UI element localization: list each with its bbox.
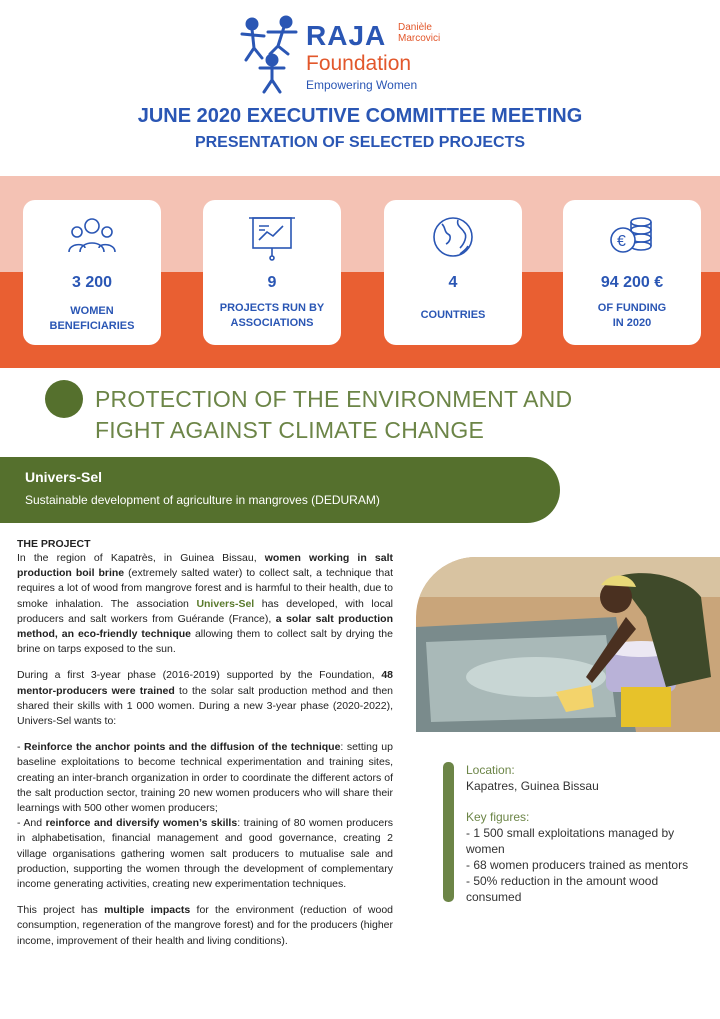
project-description	[17, 538, 393, 960]
svg-text:€: €	[617, 233, 626, 250]
text-span: - And	[17, 817, 46, 830]
presentation-board-icon	[247, 212, 297, 262]
founder-last-name: Marcovici	[398, 33, 441, 44]
logo-raja: RAJA	[306, 20, 387, 51]
women-group-icon	[67, 212, 117, 262]
stat-label-line2: ASSOCIATIONS	[230, 317, 314, 329]
stat-label-line1: COUNTRIES	[420, 309, 486, 321]
figure-item: - 68 women producers trained as mentors	[466, 858, 689, 872]
section-title-line2: FIGHT AGAINST CLIMATE CHANGE	[95, 417, 484, 443]
stat-label-line2: BENEFICIARIES	[49, 320, 135, 332]
stat-label	[563, 301, 701, 331]
project-name: Univers-Sel	[25, 469, 103, 485]
figures-label: Key figures:	[466, 810, 530, 824]
text-bold: reinforce and diversify women’s skills	[45, 817, 238, 830]
stat-label-line2: IN 2020	[612, 317, 652, 329]
text-bold: 48 mentor-producers were trained	[17, 669, 393, 697]
text-bold: Reinforce the anchor points and the diffusion of the technique	[24, 741, 341, 754]
text-span: (extremely salted water) to collect salt, a technique that requires a lot of wood from mangrove forest and is harmful to their health, due to smoke inhalation. The association	[17, 567, 393, 610]
dancing-figures-icon	[238, 14, 304, 94]
logo-foundation: Foundation	[306, 52, 412, 75]
globe-icon	[428, 212, 478, 262]
location-value: Kapatres, Guinea Bissau	[466, 779, 599, 793]
text-span: : training of 80 women producers in alphabetisation, financial management and good governance, creating 2 village organisations gathering women salt producers to mutualise sale and production, supporting the women through the development of complementary income generating activities, creating new experimentation techniques.	[17, 817, 393, 891]
text-span: to the solar salt production method and then shared their skills with 1 000 women. During a new 3-year phase (2020-2022), Univers-Sel wants to:	[17, 684, 394, 728]
stat-card-funding	[563, 200, 701, 345]
text-bold: a solar salt production method, an eco-friendly technique	[17, 612, 393, 641]
text-bold: women working in salt production boil brine	[17, 552, 393, 580]
project-photo	[416, 557, 720, 732]
stat-value: 4	[448, 274, 458, 291]
paragraph-2	[17, 668, 393, 729]
text-span: for the environment (reduction of wood consumption, regeneration of the mangrove forest) and for the producers (higher income, improvement of their health and living conditions).	[17, 904, 393, 947]
paragraph-3	[17, 740, 393, 892]
project-banner	[0, 457, 560, 523]
text-span: In the region of Kapatrès, in Guinea Bissau,	[17, 552, 265, 564]
stat-label-line1: OF FUNDING	[597, 302, 667, 314]
logo-founder-name	[398, 22, 440, 44]
location-label: Location:	[466, 763, 515, 777]
page-title: JUNE 2020 EXECUTIVE COMMITTEE MEETING	[137, 105, 583, 127]
founder-first-name: Danièle	[398, 22, 432, 33]
stat-label	[23, 304, 161, 334]
figure-item: - 1 500 small exploitations managed by women	[466, 826, 675, 856]
text-span: has developed, with local producers and salt workers from Guérande (France),	[17, 597, 393, 625]
section-title	[95, 384, 572, 446]
stat-label	[384, 308, 522, 323]
paragraph-1	[17, 551, 393, 657]
salt-worker-illustration	[416, 557, 720, 732]
logo-tagline: Empowering Women	[306, 78, 418, 92]
text-span: During a first 3-year phase (2016-2019) supported by the Foundation,	[17, 669, 382, 682]
project-subtitle: Sustainable development of agriculture in mangroves (DEDURAM)	[25, 493, 380, 507]
text-bold: multiple impacts	[104, 904, 191, 917]
euro-coins-icon	[607, 212, 657, 262]
text-span: This project has	[17, 904, 105, 917]
sidebar-accent-bar	[443, 762, 454, 902]
text-span: : setting up baseline exploitations to become technical experimentation and training sites, creating an inter-branch organization in order to coordinate the different actors of the salt production sector, training 20 new women producers who will share their learnings with 500 other women producers;	[17, 741, 393, 815]
stat-value: 9	[267, 274, 277, 291]
section-bullet	[45, 380, 83, 418]
text-span: allowing them to collect salt by drying the brine on tarps exposed to the sun.	[17, 628, 393, 656]
project-heading: THE PROJECT	[17, 538, 91, 550]
stat-card-women	[23, 200, 161, 345]
stat-label-line1: WOMEN	[70, 305, 114, 317]
foundation-logo	[238, 14, 458, 94]
stat-card-projects	[203, 200, 341, 345]
association-name: Univers-Sel	[196, 597, 255, 610]
stat-card-countries	[384, 200, 522, 345]
page-subtitle: PRESENTATION OF SELECTED PROJECTS	[194, 134, 526, 151]
stat-value: 94 200 €	[600, 274, 664, 291]
stat-label-line1: PROJECTS RUN BY	[219, 302, 325, 314]
key-info-sidebar	[466, 762, 716, 905]
stat-label	[203, 301, 341, 331]
paragraph-4	[17, 903, 393, 949]
figure-item: - 50% reduction in the amount wood consumed	[466, 874, 659, 904]
stat-value: 3 200	[71, 274, 113, 291]
text-span: -	[17, 741, 25, 754]
section-title-line1: PROTECTION OF THE ENVIRONMENT AND	[95, 386, 573, 412]
